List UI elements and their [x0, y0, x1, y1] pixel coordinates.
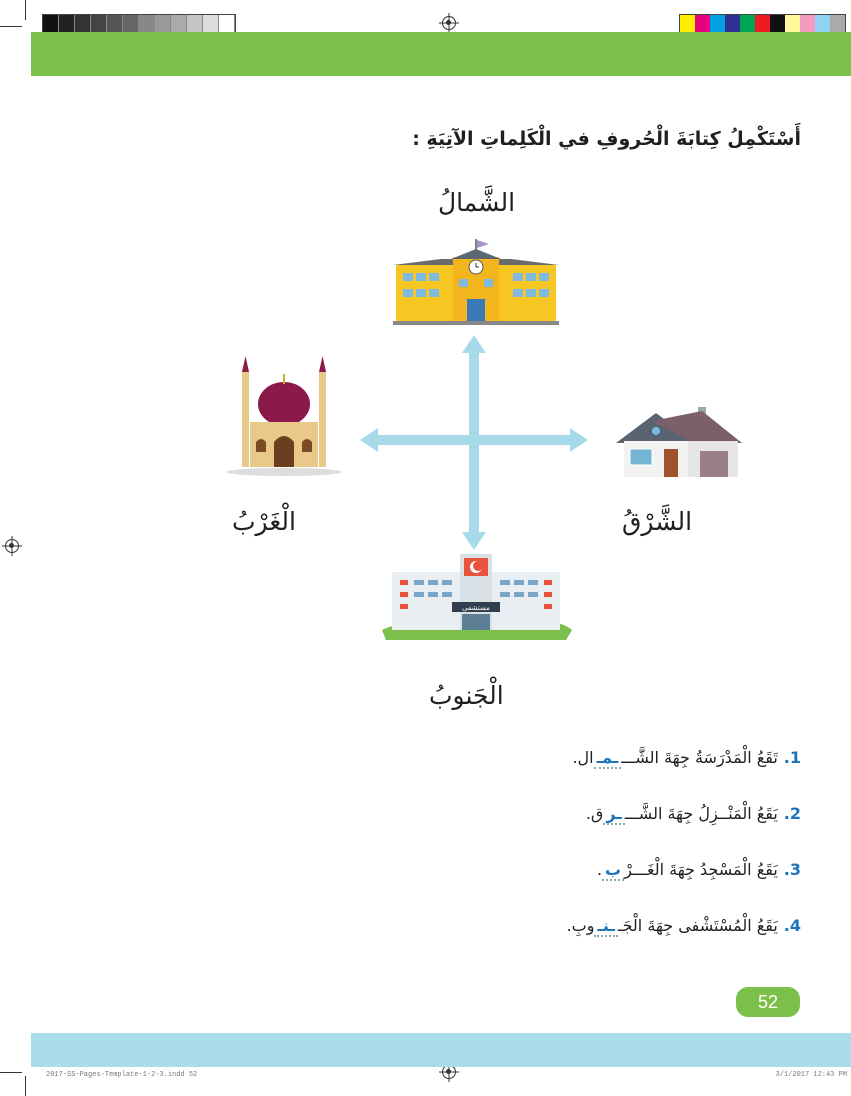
sentence-ending: وبِ. [566, 916, 595, 935]
filled-letter[interactable]: ـنـ [594, 916, 617, 937]
sentence-ending: . [596, 860, 603, 879]
slug-left: 2017-SS-Pages-Template-1-2-3.indd 52 [46, 1071, 198, 1079]
sentence-ending: ق. [585, 804, 604, 823]
label-east: الشَّرْقُ [622, 507, 693, 536]
footer-band [31, 1033, 851, 1067]
grayscale-bar [42, 14, 236, 34]
color-bar [679, 14, 846, 34]
exercise-sentences [567, 748, 801, 972]
compass-arrows [360, 335, 588, 550]
label-west: الْغَرْبُ [232, 507, 296, 536]
page-number: 52 [736, 987, 800, 1017]
sentence-number: 3. [783, 860, 801, 879]
sentence-number: 2. [783, 804, 801, 823]
hospital-sign: مستشفى [462, 604, 490, 612]
slug-right: 3/1/2017 12:43 PM [775, 1071, 847, 1079]
sentence-ending: ال. [572, 748, 594, 767]
filled-letter[interactable]: ـمـ [594, 748, 622, 769]
sentence-1 [567, 748, 801, 804]
sentence-2 [567, 804, 801, 860]
sentence-text: يَقَعُ الْمُسْتَشْفى جِهَةَ الْجَـ [617, 916, 778, 935]
crop-mark [25, 0, 26, 20]
sentence-number: 1. [783, 748, 801, 767]
crop-mark [25, 1076, 26, 1096]
crop-mark [0, 1072, 22, 1073]
sentence-text: يَقَعُ الْمَسْجِدُ جِهَةَ الْغَـــرْ [624, 860, 778, 879]
label-north: الشَّمالُ [438, 188, 516, 217]
filled-letter[interactable]: ب [602, 860, 624, 881]
registration-mark-icon [5, 539, 19, 553]
exercise-title: أَسْتَكْمِلُ كِتابَةَ الْحُروفِ في الْكَلِماتِ الآتِيَةِ : [412, 128, 801, 150]
sentence-number: 4. [783, 916, 801, 935]
sentence-text: يَقَعُ الْمَنْــزِلُ جِهَةَ الشَّـــ [624, 804, 778, 823]
school-building-icon [391, 237, 561, 327]
sentence-text: تَقَعُ الْمَدْرَسَةُ جِهَةَ الشَّـــ [621, 748, 778, 767]
registration-mark-icon [442, 16, 456, 30]
crop-mark [0, 26, 22, 27]
registration-mark-icon [442, 1065, 456, 1079]
hospital-building-icon [378, 552, 574, 642]
sentence-4 [567, 916, 801, 972]
filled-letter[interactable]: ـر [603, 804, 624, 825]
header-band [31, 32, 851, 76]
label-south: الْجَنوبُ [429, 681, 504, 710]
house-icon [614, 403, 744, 478]
mosque-icon [224, 352, 344, 477]
sentence-3 [567, 860, 801, 916]
